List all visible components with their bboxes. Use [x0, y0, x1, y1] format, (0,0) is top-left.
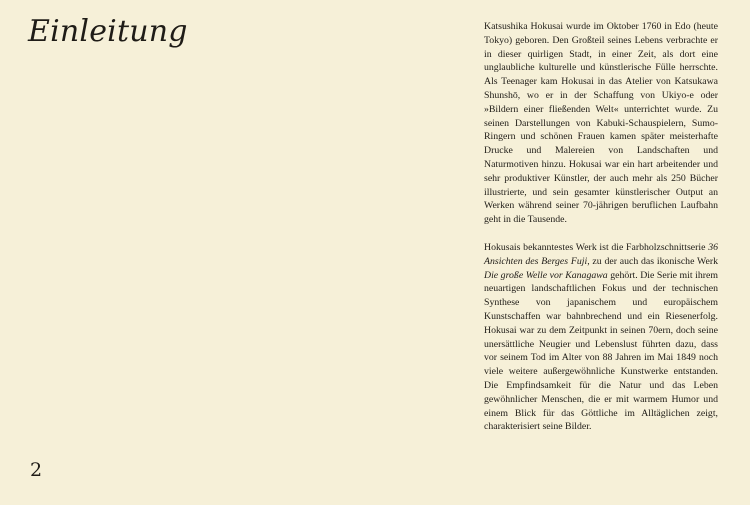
paragraph-famous-work-text-1: Hokusais bekanntestes Werk ist die Farbholzschnittserie	[484, 241, 709, 253]
page-number: 2	[30, 459, 43, 481]
artwork-title: Die große Welle vor Kanagawa	[484, 269, 608, 281]
paragraph-famous-work-text-2: , zu der auch das ikonische Werk	[587, 255, 718, 267]
paragraph-intro-text: Katsushika Hokusai wurde im Oktober 1760 in Edo (heute Tokyo) geboren. Den Großteil seines Lebens verbrachte er in dieser quirligen Stadt, in einer Zeit, als dort eine unglaubliche kulturelle und künstlerische Fülle herrschte. Als Teenager kam Hokusai in das Atelier von Katsukawa Shunshō, wo er in der Schaffung von Ukiyo-e oder »Bildern einer fließenden Welt« unterrichtet wurde. Zu seinen Darstellungen von Kabuki-Schauspielern, Sumo-Ringern und schönen Frauen kamen später meisterhafte Drucke und Malereien von Landschaften und Naturmotiven hinzu. Hokusai war ein hart arbeitender und sehr produktiver Künstler, der auch mehr als 250 Bücher illustrierte, und sein gesamter künstlerischer Output an Werken während seiner 70-jährigen beruflichen Laufbahn geht in die Tausende.	[484, 21, 718, 226]
chapter-heading: Einleitung	[28, 14, 188, 49]
paragraph-famous-work	[484, 241, 718, 434]
series-title: 36 Ansichten des Berges Fuji	[484, 241, 718, 267]
paragraph-famous-work-text-3: gehört. Die Serie mit ihrem neuartigen landschaftlichen Fokus und der technischen Synthese von japanischem und europäischem Kunstschaffen war bahnbrechend und ein Riesenerfolg. Hokusai war zu dem Zeitpunkt in seinen 70ern, doch seine unersättliche Neugier und Lebenslust führten dazu, dass vor seinem Tod im Alter von 88 Jahren im Mai 1849 noch viele weitere außergewöhnliche Kunstwerke entstanden. Die Empfindsamkeit für die Natur und das Leben gewöhnlicher Menschen, die er mit warmem Humor und einem Blick für das Göttliche im Alltäglichen zeigt, charakterisiert seine Bilder.	[484, 269, 719, 433]
paragraph-intro	[484, 20, 718, 227]
body-text-column	[484, 20, 718, 434]
